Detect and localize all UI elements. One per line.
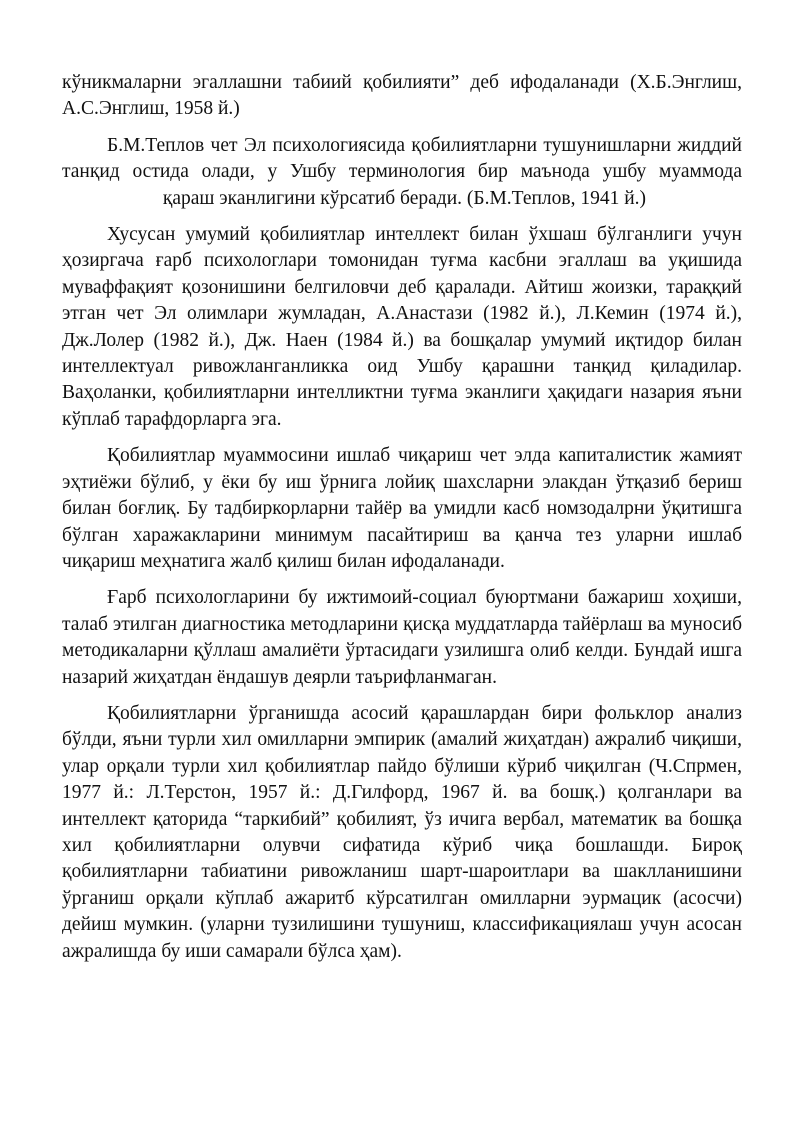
paragraph-2-part-1: Б.М.Теплов чет Эл психологиясида қобилиятларни тушунишларни жиддий танқид остида олади, у Ушбу терминология бир маънода ушбу муаммода — [62, 134, 742, 183]
paragraph-6: Қобилиятларни ўрганишда асосий қарашлардан бири фольклор анализ бўлди, яъни турли хил омилларни эмпирик (амалий жиҳатдан) ажралиб чиқиши, улар орқали турли хил қобилиятлар пайдо бўлиши кўриб чиқилган (Ч.Спрмен, 1977 й.: Л.Терстон, 1957 й.: Д.Гилфорд, 1967 й. ва бошқ.) қолганлари ва интеллект қаторида “таркибий” қобилият, ўз ичига вербал, математик ва бошқа хил қобилиятларни олувчи сифатида кўриб чиқа бошлашди. Бироқ қобилиятларни табиатини ривожланиш шарт-шароитлари ва шаклланишини ўрганиш орқали кўплаб ажаритб кўрсатилган омилларни эурмацик (асосчи) дейиш мумкин. (уларни тузилишини тушуниш, классификациялаш учун асосан ажралишда бу иши самарали бўлса ҳам). — [62, 702, 742, 962]
paragraph-1: кўникмаларни эгаллашни табиий қобилияти” деб ифодаланади (Х.Б.Энглиш, А.С.Энглиш, 1958 й.) — [62, 72, 742, 120]
paragraph-4: Қобилиятлар муаммосини ишлаб чиқариш чет элда капиталистик жамият эҳтиёжи бўлиб, у ёки бу иш ўрнига лойиқ шахсларни элакдан ўтқазиб бериш билан боғлиқ. Бу тадбиркорларни тайёр ва умидли касб номзодалрни ўқитишга бўлган харажакларини минимум пасайтириш ва қанча тез уларни ишлаб чиқариш меҳнатига жалб қилиш билан ифодаланади. — [62, 445, 742, 572]
paragraph-3: Хусусан умумий қобилиятлар интеллект билан ўхшаш бўлганлиги учун ҳозиргача ғарб психологлари томонидан туғма касбни эгаллаш ва уқишида муваффақият қозонишини белгиловчи деб қаралади. Айтиш жоизки, тараққий этган чет Эл олимлари жумладан, А.Анастази (1982 й.), Л.Кемин (1974 й.), Дж.Лолер (1982 й.), Дж. Наен (1984 й.) ва бошқалар умумий иқтидор билан интеллектуал ривожланганликка оид Ушбу қарашни танқид қиладилар. Ваҳоланки, қобилиятларни интелликтни туғма эканлиги ҳақидаги назария яъни кўплаб тарафдорларга эга. — [62, 224, 742, 430]
paragraph-2 — [62, 133, 742, 212]
document-page — [62, 70, 742, 975]
paragraph-5: Ғарб психологларини бу ижтимоий-социал буюртмани бажариш хоҳиши, талаб этилган диагностика методларини қисқа муддатларда тайёрлаш ва муносиб методикаларни қўллаш амалиёти ўртасидаги узилишга олиб келди. Бундай ишга назарий жиҳатдан ёндашув деярли таърифланмаган. — [62, 587, 742, 688]
paragraph-2-part-2: қараш эканлигини кўрсатиб беради. (Б.М.Теплов, 1941 й.) — [162, 187, 647, 209]
